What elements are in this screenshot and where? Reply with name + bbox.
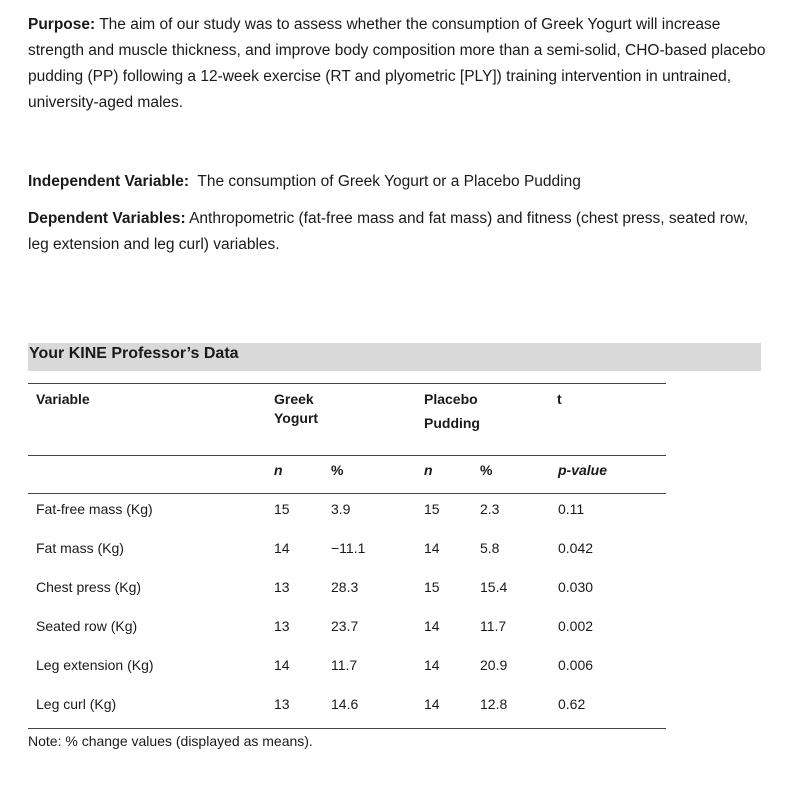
row-p-value: 0.006 bbox=[558, 657, 594, 673]
table-row bbox=[0, 657, 786, 677]
row-placebo-pct: 11.7 bbox=[480, 618, 507, 634]
header-variable: Variable bbox=[36, 391, 90, 407]
row-greek-n: 14 bbox=[274, 540, 290, 556]
row-placebo-n: 15 bbox=[424, 579, 440, 595]
subheader-placebo-pct: % bbox=[480, 462, 493, 478]
subheader-greek-n: n bbox=[274, 462, 283, 478]
purpose-paragraph bbox=[28, 12, 768, 116]
row-greek-pct: 28.3 bbox=[331, 579, 359, 595]
header-greek-line1: Greek bbox=[274, 391, 314, 407]
section-title: Your KINE Professor’s Data bbox=[29, 345, 239, 362]
row-placebo-pct: 20.9 bbox=[480, 657, 508, 673]
subheader-placebo-n: n bbox=[424, 462, 433, 478]
row-greek-n: 13 bbox=[274, 696, 290, 712]
header-greek-line2: Yogurt bbox=[274, 410, 319, 426]
table-bottom-rule bbox=[28, 728, 666, 729]
row-greek-n: 13 bbox=[274, 579, 290, 595]
row-variable: Chest press (Kg) bbox=[36, 579, 142, 595]
dependent-variables-text: Anthropometric (fat-free mass and fat mass) and fitness (chest press, seated row, leg extension and leg curl) variables. bbox=[28, 210, 749, 253]
purpose-label: Purpose: bbox=[28, 16, 96, 33]
table-row bbox=[0, 579, 786, 599]
row-placebo-pct: 5.8 bbox=[480, 540, 500, 556]
independent-variable-text: The consumption of Greek Yogurt or a Placebo Pudding bbox=[189, 173, 581, 190]
row-greek-n: 14 bbox=[274, 657, 290, 673]
row-greek-pct: 23.7 bbox=[331, 618, 359, 634]
table-header-rule bbox=[28, 455, 666, 456]
row-variable: Leg extension (Kg) bbox=[36, 657, 154, 673]
header-placebo-line1: Placebo bbox=[424, 391, 478, 407]
row-p-value: 0.030 bbox=[558, 579, 594, 595]
header-placebo-line2: Pudding bbox=[424, 415, 480, 431]
table-top-rule bbox=[28, 383, 666, 384]
table-row bbox=[0, 540, 786, 560]
independent-variable-label: Independent Variable: bbox=[28, 173, 190, 190]
table-row bbox=[0, 501, 786, 521]
row-variable: Fat-free mass (Kg) bbox=[36, 501, 153, 517]
table-row bbox=[0, 696, 786, 716]
header-t: t bbox=[557, 391, 562, 407]
row-variable: Seated row (Kg) bbox=[36, 618, 138, 634]
row-placebo-n: 14 bbox=[424, 618, 440, 634]
row-p-value: 0.62 bbox=[558, 696, 586, 712]
subheader-greek-pct: % bbox=[331, 462, 344, 478]
row-placebo-pct: 12.8 bbox=[480, 696, 508, 712]
row-p-value: 0.042 bbox=[558, 540, 594, 556]
row-variable: Leg curl (Kg) bbox=[36, 696, 117, 712]
row-greek-pct: −11.1 bbox=[331, 540, 366, 556]
row-greek-pct: 3.9 bbox=[331, 501, 351, 517]
dependent-variables-paragraph bbox=[28, 206, 768, 258]
table-body-rule bbox=[28, 493, 666, 494]
row-placebo-n: 15 bbox=[424, 501, 440, 517]
row-placebo-n: 14 bbox=[424, 657, 440, 673]
row-greek-n: 13 bbox=[274, 618, 290, 634]
row-placebo-n: 14 bbox=[424, 540, 440, 556]
row-variable: Fat mass (Kg) bbox=[36, 540, 124, 556]
row-p-value: 0.002 bbox=[558, 618, 594, 634]
row-p-value: 0.11 bbox=[558, 501, 585, 517]
header-greek-yogurt bbox=[274, 390, 318, 428]
row-greek-pct: 11.7 bbox=[331, 657, 358, 673]
row-greek-pct: 14.6 bbox=[331, 696, 359, 712]
row-greek-n: 15 bbox=[274, 501, 290, 517]
row-placebo-pct: 2.3 bbox=[480, 501, 500, 517]
row-placebo-n: 14 bbox=[424, 696, 440, 712]
row-placebo-pct: 15.4 bbox=[480, 579, 508, 595]
independent-variable-paragraph bbox=[28, 169, 768, 195]
subheader-p-value: p-value bbox=[558, 462, 608, 478]
header-placebo-pudding bbox=[424, 390, 480, 433]
purpose-text: The aim of our study was to assess whether the consumption of Greek Yogurt will increase strength and muscle thickness, and improve body composition more than a semi-solid, CHO-based placebo pudding (PP) following a 12-week exercise (RT and plyometric [PLY]) training intervention in untrained, university-aged males. bbox=[28, 16, 766, 111]
table-row bbox=[0, 618, 786, 638]
section-title-bar bbox=[28, 343, 761, 371]
table-note: Note: % change values (displayed as means). bbox=[28, 733, 313, 749]
dependent-variables-label: Dependent Variables: bbox=[28, 210, 186, 227]
